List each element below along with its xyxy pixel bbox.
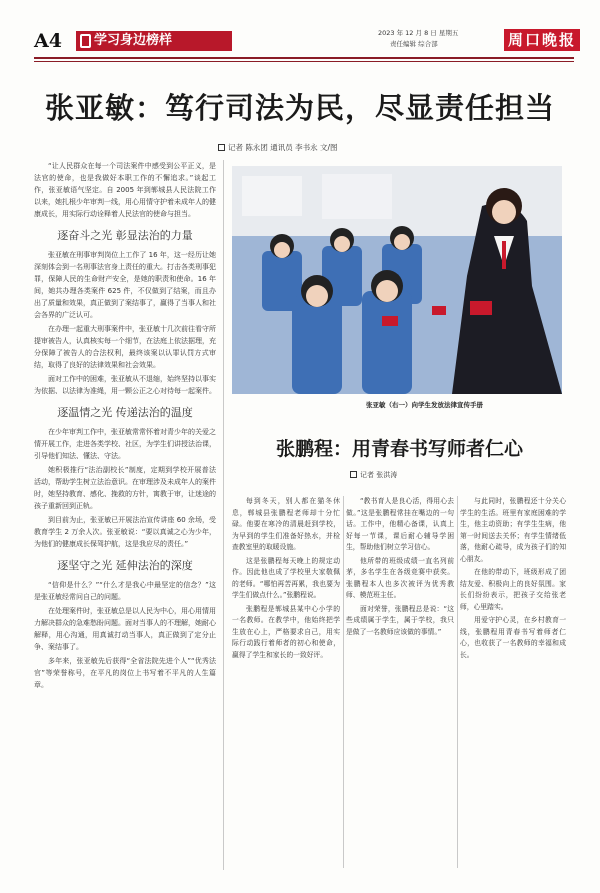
body-paragraph: 与此同时，张鹏程还十分关心学生的生活。班里有家庭困难的学生，他主动资助；有学生生病，他第一时间送去关怀；有学生情绪低落，他耐心疏导，成为孩子们的知心朋友。 xyxy=(460,497,566,563)
body-paragraph: 在处理案件时，张亚敏总是以人民为中心，用心用情用力解决群众的急难愁盼问题。面对当事人的不理解，她耐心解释，用心沟通，用真诚打动当事人，真正做到了定分止争、案结事了。 xyxy=(34,607,216,651)
body-paragraph: 这是张鹏程每天晚上的规定动作。因此他也成了学校里大家敬佩的老师。“哪怕再苦再累，我也要为学生们做点什么。”张鹏程说。 xyxy=(232,556,340,599)
article2-column-2 xyxy=(346,496,454,640)
body-paragraph: 在办理一起重大刑事案件中，张亚敏十几次前往看守所提审被告人，认真核实每一个细节，在法庭上依法据理，充分保障了被告人的合法权利，最终该案以认罪认罚方式审结，取得了良好的法律效果和社会效果。 xyxy=(34,325,216,369)
issue-date: 2023 年 12 月 8 日 星期五 xyxy=(378,29,459,37)
subheading: 逐坚守之光 延伸法治的深度 xyxy=(57,559,193,572)
photo-caption: 张亚敏（右一）向学生发放法律宣传手册 xyxy=(366,401,483,409)
column-divider xyxy=(223,160,224,870)
body-paragraph: 张鹏程是郸城县某中心小学的一名教师。在教学中，他始终把学生放在心上，严格要求自己，用实际行动践行着师者的初心和使命，赢得了学生和家长的一致好评。 xyxy=(232,604,340,659)
body-paragraph: 她积极推行“法治副校长”制度，定期到学校开展普法活动，帮助学生树立法治意识。在审理涉及未成年人的案件时，她坚持教育、感化、挽救的方针，寓教于审，让迷途的孩子重新回到正轨。 xyxy=(34,466,216,510)
byline-icon xyxy=(218,144,225,151)
book-icon xyxy=(80,34,91,48)
body-paragraph: “信仰是什么？”“什么才是我心中最坚定的信念？”这是张亚敏经常问自己的问题。 xyxy=(34,581,216,601)
article2-byline xyxy=(350,470,397,480)
article2-column-3 xyxy=(460,496,566,663)
section-title: 学习身边榜样 xyxy=(94,33,173,48)
article2-column-1 xyxy=(232,496,340,663)
body-paragraph: 在少年审判工作中，张亚敏常常怀着对青少年的关爱之情开展工作，走进各类学校、社区，为学生们讲授法治课，引导他们知法、懂法、守法。 xyxy=(34,428,216,460)
masthead xyxy=(34,28,574,54)
byline-text: 记者 张洪涛 xyxy=(360,471,398,479)
masthead-rule xyxy=(34,57,574,59)
column-divider xyxy=(343,496,344,868)
intro-paragraph: “让人民群众在每一个司法案件中感受到公平正义，是法官的使命，也是我做好本职工作的不懈追求。”谈起工作，张亚敏语气坚定。自 2005 年到郸城县人民法院工作以来，她扎根少年审判一线，用心用情守护着未成年人的健康成长，用实际行动诠释着人民法官的使命与担当。 xyxy=(34,162,216,218)
issue-info xyxy=(378,28,458,50)
body-paragraph: 面对荣誉，张鹏程总是说：“这些成绩属于学生，属于学校，我只是做了一名教师应该做的事情。” xyxy=(346,604,454,636)
body-paragraph: 他所带的班级成绩一直名列前茅，多名学生在各级竞赛中获奖。张鹏程本人也多次被评为优秀教师、模范班主任。 xyxy=(346,556,454,599)
classroom-photo xyxy=(232,166,562,394)
masthead-rule-thin xyxy=(34,61,574,62)
byline-icon xyxy=(350,471,357,478)
body-paragraph: “教书育人是良心活，得用心去做。”这是张鹏程常挂在嘴边的一句话。工作中，他精心备课，认真上好每一节课，课后耐心辅导学困生，帮助他们树立学习信心。 xyxy=(346,497,454,551)
body-paragraph: 到目前为止，张亚敏已开展法治宣传讲座 60 余场，受教育学生 2 万余人次。张亚敏说：“要以真诚之心为少年，为他们的健康成长保驾护航，这是我应尽的责任。” xyxy=(34,516,216,548)
newspaper-logo: 周口晚报 xyxy=(504,29,580,51)
body-paragraph: 在他的带动下，班级形成了团结友爱、积极向上的良好氛围。家长们纷纷表示，把孩子交给张老师，心里踏实。 xyxy=(460,568,566,611)
page-number: A4 xyxy=(34,30,62,52)
article2-headline: 张鹏程：用青春书写师者仁心 xyxy=(276,438,524,460)
section-banner xyxy=(76,31,232,51)
article-headline: 张亚敏：笃行司法为民，尽显责任担当 xyxy=(44,91,555,125)
issue-editors: 责任编辑 综合部 xyxy=(390,40,438,48)
body-paragraph: 多年来，张亚敏先后获得“全省法院先进个人”“优秀法官”等荣誉称号，在平凡的岗位上书写着不平凡的人生篇章。 xyxy=(34,657,216,689)
byline-text: 记者 陈永团 通讯员 李书永 文/图 xyxy=(228,143,338,152)
article-byline xyxy=(218,142,338,153)
subheading: 逐温情之光 传递法治的温度 xyxy=(57,406,193,419)
body-paragraph: 每到冬天，别人都在猫冬休息，郸城县张鹏程老师却十分忙碌。他要在寒冷的清晨赶到学校，为早到的学生们准备好热水，并检查教室里的取暖设施。 xyxy=(232,497,340,551)
body-paragraph: 用爱守护心灵，在乡村教育一线，张鹏程用青春书写着师者仁心，也收获了一名教师的幸福和成长。 xyxy=(460,616,566,659)
subheading: 逐奋斗之光 彰显法治的力量 xyxy=(57,229,193,242)
body-paragraph: 面对工作中的困难，张亚敏从不退缩，始终坚持以事实为依据、以法律为准绳，用一颗公正之心对待每一起案件。 xyxy=(34,375,216,395)
column-divider-hidden xyxy=(457,496,458,868)
article-photo xyxy=(232,166,562,394)
body-paragraph: 张亚敏在刑事审判岗位上工作了 16 年，这一经历让她深刻体会到一名刑事法官身上责任的重大。打击各类刑事犯罪，保障人民的生命财产安全，是她的职责和使命。16 年间，她共办理各类案件 625 件，不仅做到了结案，而且办出了质量和效果，真正做到了案结事了，赢得了当事人和社会各界的广泛认可。 xyxy=(34,251,216,319)
article1-column xyxy=(34,160,216,693)
